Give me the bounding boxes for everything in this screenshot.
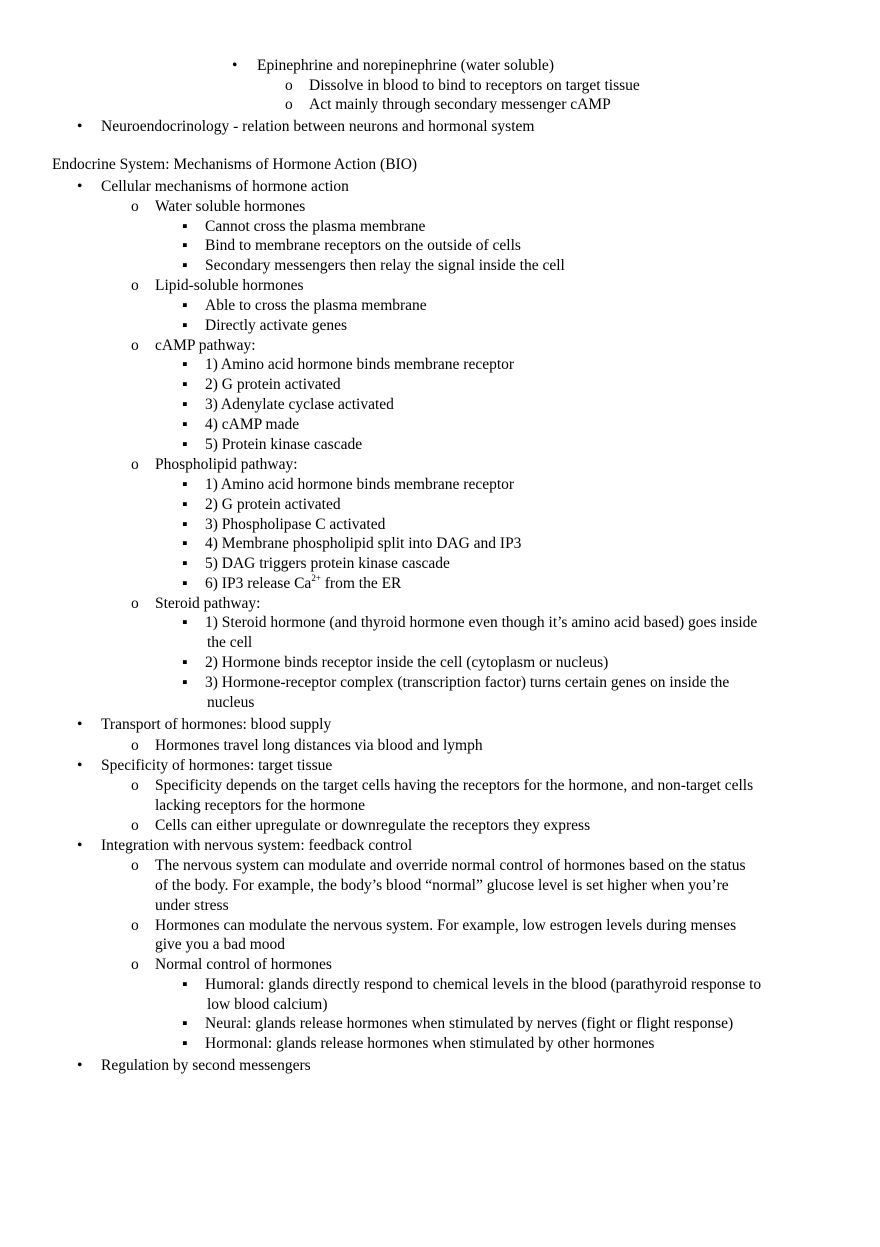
square-marker: ▪	[182, 396, 188, 413]
square-marker: ▪	[182, 614, 188, 631]
list-item: 3) Hormone-receptor complex (transcription factor) turns certain genes on inside the	[205, 674, 730, 691]
circle-marker: o	[285, 77, 293, 94]
circle-marker: o	[131, 595, 139, 612]
square-marker: ▪	[182, 356, 188, 373]
list-item: 2) G protein activated	[205, 376, 341, 393]
circle-marker: o	[131, 337, 139, 354]
superscript: 2+	[311, 572, 321, 583]
list-item: Bind to membrane receptors on the outside of cells	[205, 237, 521, 254]
bullet-marker: •	[77, 757, 83, 774]
circle-marker: o	[131, 917, 139, 934]
list-item: Lipid-soluble hormones	[155, 277, 304, 294]
square-marker: ▪	[182, 1035, 188, 1052]
list-item	[205, 574, 401, 594]
square-marker: ▪	[182, 416, 188, 433]
square-marker: ▪	[182, 237, 188, 254]
list-item: Secondary messengers then relay the signal inside the cell	[205, 257, 565, 274]
square-marker: ▪	[182, 257, 188, 274]
item-text: 6) IP3 release Ca	[205, 575, 312, 592]
square-marker: ▪	[182, 555, 188, 572]
list-item: 2) Hormone binds receptor inside the cell (cytoplasm or nucleus)	[205, 654, 609, 671]
list-item: Neural: glands release hormones when stimulated by nerves (fight or flight response)	[205, 1015, 734, 1032]
square-marker: ▪	[182, 976, 188, 993]
square-marker: ▪	[182, 297, 188, 314]
bullet-marker: •	[77, 716, 83, 733]
list-item: 3) Adenylate cyclase activated	[205, 396, 394, 413]
square-marker: ▪	[182, 516, 188, 533]
list-item: Phospholipid pathway:	[155, 456, 298, 473]
bullet-marker: •	[77, 178, 83, 195]
circle-marker: o	[131, 277, 139, 294]
list-item: Epinephrine and norepinephrine (water soluble)	[257, 57, 554, 74]
list-item: Transport of hormones: blood supply	[101, 716, 332, 733]
square-marker: ▪	[182, 496, 188, 513]
list-item: Dissolve in blood to bind to receptors on target tissue	[309, 77, 640, 94]
square-marker: ▪	[182, 436, 188, 453]
list-item: The nervous system can modulate and override normal control of hormones based on the status	[155, 857, 746, 874]
item-text: from the ER	[320, 575, 402, 592]
square-marker: ▪	[182, 317, 188, 334]
list-item: Hormones travel long distances via blood and lymph	[155, 737, 483, 754]
list-item: 4) cAMP made	[205, 416, 300, 433]
list-item: 1) Amino acid hormone binds membrane receptor	[205, 476, 515, 493]
list-item: Act mainly through secondary messenger cAMP	[309, 96, 611, 113]
list-item: Integration with nervous system: feedback control	[101, 837, 413, 854]
list-item: Hormonal: glands release hormones when stimulated by other hormones	[205, 1035, 655, 1052]
circle-marker: o	[131, 956, 139, 973]
square-marker: ▪	[182, 654, 188, 671]
circle-marker: o	[131, 198, 139, 215]
list-item: 4) Membrane phospholipid split into DAG and IP3	[205, 535, 522, 552]
list-item: Able to cross the plasma membrane	[205, 297, 427, 314]
list-item: Directly activate genes	[205, 317, 348, 334]
list-item-continuation: low blood calcium)	[207, 996, 328, 1013]
circle-marker: o	[131, 456, 139, 473]
list-item-continuation: nucleus	[207, 694, 255, 711]
list-item: Hormones can modulate the nervous system. For example, low estrogen levels during menses	[155, 917, 737, 934]
list-item: 1) Amino acid hormone binds membrane receptor	[205, 356, 515, 373]
bullet-marker: •	[232, 57, 238, 74]
circle-marker: o	[131, 737, 139, 754]
list-item: 5) DAG triggers protein kinase cascade	[205, 555, 450, 572]
list-item-continuation: give you a bad mood	[155, 936, 286, 953]
list-item: Specificity of hormones: target tissue	[101, 757, 333, 774]
square-marker: ▪	[182, 376, 188, 393]
list-item: Cellular mechanisms of hormone action	[101, 178, 349, 195]
circle-marker: o	[285, 96, 293, 113]
list-item: 2) G protein activated	[205, 496, 341, 513]
list-item: Water soluble hormones	[155, 198, 306, 215]
list-item: Specificity depends on the target cells having the receptors for the hormone, and non-target cells	[155, 777, 754, 794]
list-item: Cells can either upregulate or downregulate the receptors they express	[155, 817, 591, 834]
list-item-continuation: under stress	[155, 897, 229, 914]
square-marker: ▪	[182, 535, 188, 552]
list-item: cAMP pathway:	[155, 337, 256, 354]
circle-marker: o	[131, 817, 139, 834]
list-item-continuation: of the body. For example, the body’s blood “normal” glucose level is set higher when you’re	[155, 877, 729, 894]
square-marker: ▪	[182, 575, 188, 592]
bullet-marker: •	[77, 118, 83, 135]
circle-marker: o	[131, 857, 139, 874]
bullet-marker: •	[77, 837, 83, 854]
list-item: 5) Protein kinase cascade	[205, 436, 363, 453]
list-item: 3) Phospholipase C activated	[205, 516, 386, 533]
bullet-marker: •	[77, 1057, 83, 1074]
square-marker: ▪	[182, 218, 188, 235]
list-item-continuation: the cell	[207, 634, 253, 651]
list-item: Regulation by second messengers	[101, 1057, 311, 1074]
list-item: Steroid pathway:	[155, 595, 261, 612]
list-item: Normal control of hormones	[155, 956, 332, 973]
square-marker: ▪	[182, 476, 188, 493]
square-marker: ▪	[182, 674, 188, 691]
section-heading: Endocrine System: Mechanisms of Hormone Action (BIO)	[52, 156, 418, 173]
list-item-continuation: lacking receptors for the hormone	[155, 797, 366, 814]
list-item: Neuroendocrinology - relation between neurons and hormonal system	[101, 118, 535, 135]
list-item: 1) Steroid hormone (and thyroid hormone even though it’s amino acid based) goes inside	[205, 614, 758, 631]
list-item: Humoral: glands directly respond to chemical levels in the blood (parathyroid response to	[205, 976, 762, 993]
square-marker: ▪	[182, 1015, 188, 1032]
list-item: Cannot cross the plasma membrane	[205, 218, 426, 235]
circle-marker: o	[131, 777, 139, 794]
